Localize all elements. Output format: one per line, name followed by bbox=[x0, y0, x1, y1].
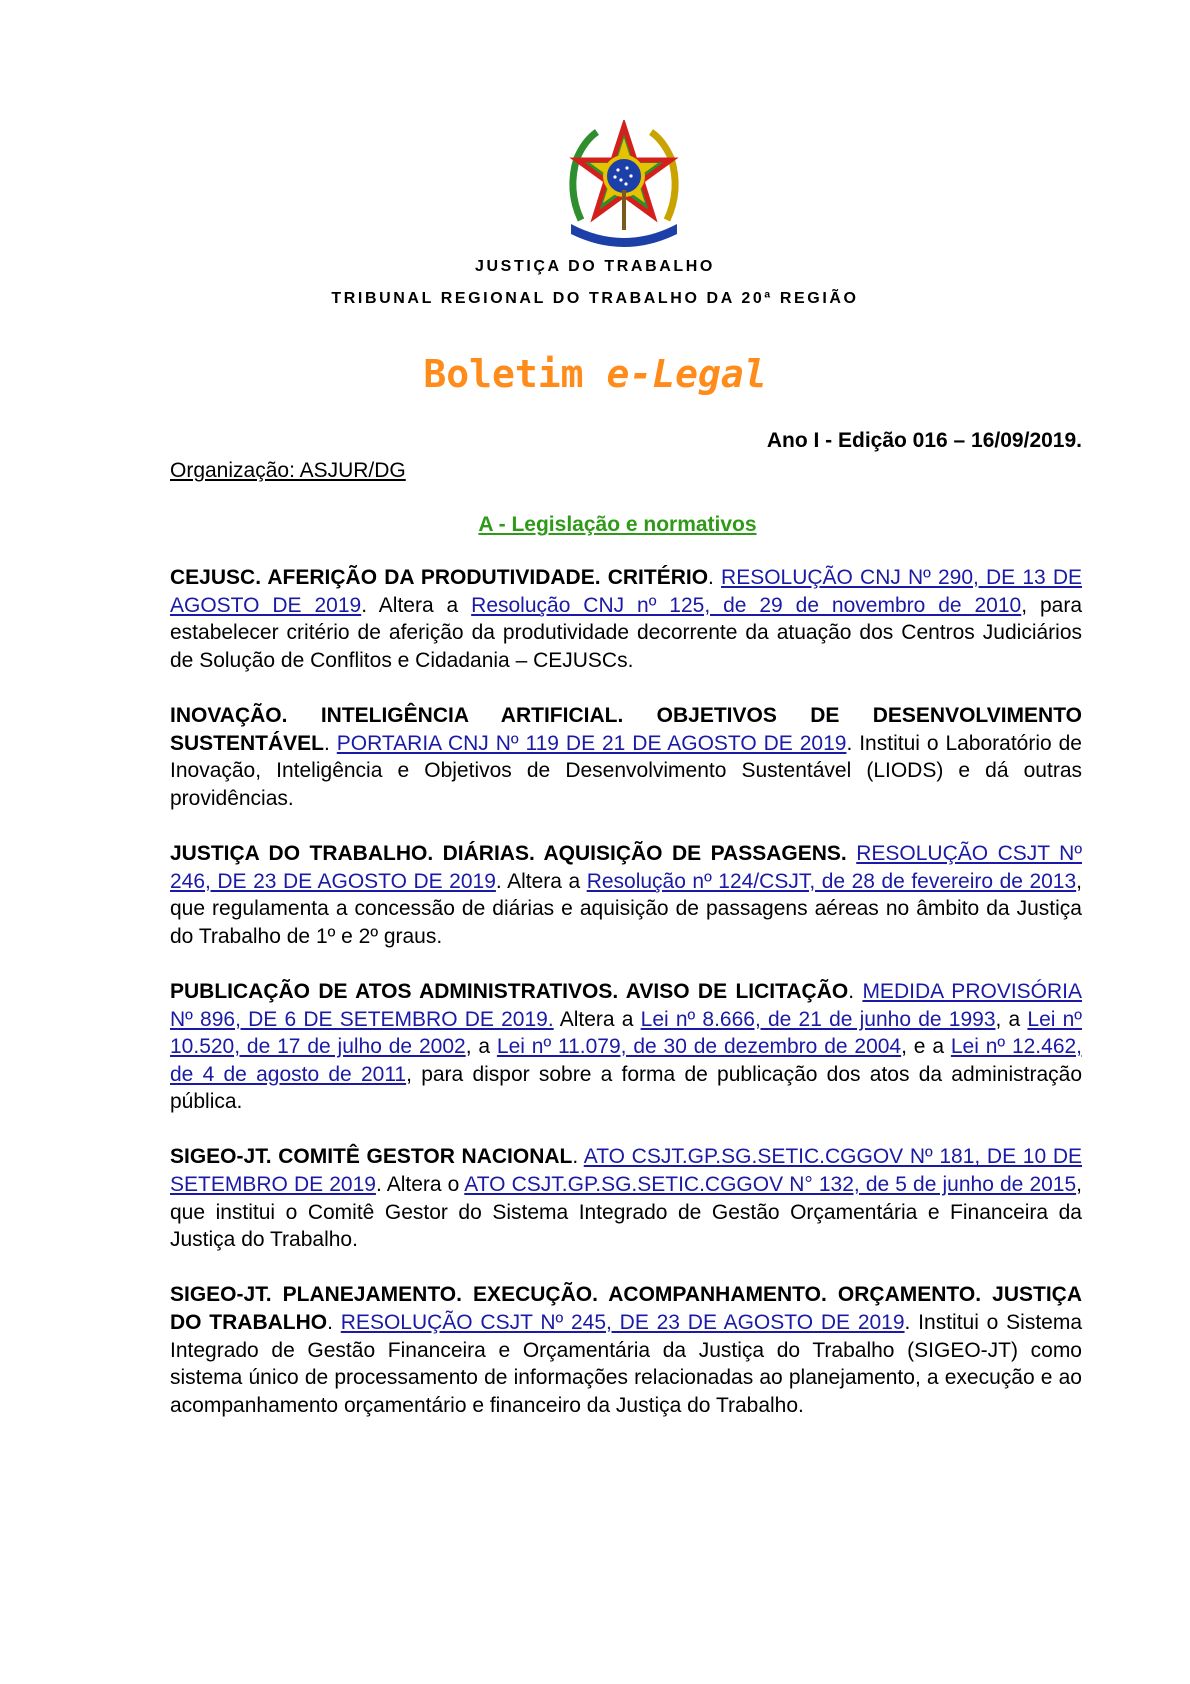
paragraph-cejusc bbox=[170, 564, 1082, 674]
brazil-coat-of-arms-icon bbox=[563, 120, 685, 250]
paragraph-heading: CEJUSC. AFERIÇÃO DA PRODUTIVIDADE. CRITÉRIO bbox=[170, 566, 709, 589]
link-resolucao-cnj-290[interactable]: RESOLUÇÃO CNJ Nº 290, DE 13 DE AGOSTO DE 2019 bbox=[170, 566, 1082, 617]
link-resolucao-cnj-125[interactable]: Resolução CNJ nº 125, de 29 de novembro de 2010 bbox=[471, 593, 1022, 617]
paragraph-sigeo-planejamento bbox=[170, 1281, 1082, 1419]
paragraph-text: , e a bbox=[901, 1035, 951, 1059]
paragraph-text: . Institui o Laboratório de Inovação, Inteligência e Objetivos de Desenvolvimento Sustentável (LIODS) e dá outras providências. bbox=[170, 731, 1082, 810]
section-title: A - Legislação e normativos bbox=[478, 513, 757, 536]
org-line-1: JUSTIÇA DO TRABALHO bbox=[475, 258, 715, 275]
paragraph-text: Altera a bbox=[553, 1007, 641, 1031]
edition-line: Ano I - Edição 016 – 16/09/2019. bbox=[766, 429, 1082, 452]
link-lei-11079[interactable]: Lei nº 11.079, de 30 de dezembro de 2004 bbox=[496, 1035, 902, 1059]
document-body bbox=[170, 564, 1082, 1447]
paragraph-diarias bbox=[170, 840, 1082, 950]
paragraph-heading: INOVAÇÃO. INTELIGÊNCIA ARTIFICIAL. OBJETIVOS DE DESENVOLVIMENTO SUSTENTÁVEL bbox=[170, 703, 1082, 755]
paragraph-text: . bbox=[708, 566, 722, 589]
link-lei-8666[interactable]: Lei nº 8.666, de 21 de junho de 1993 bbox=[640, 1007, 996, 1031]
paragraph-heading: SIGEO-JT. PLANEJAMENTO. EXECUÇÃO. ACOMPANHAMENTO. ORÇAMENTO. JUSTIÇA DO TRABALHO bbox=[170, 1283, 1082, 1335]
paragraph-text: . Altera o bbox=[375, 1173, 465, 1197]
paragraph-heading: SIGEO-JT. COMITÊ GESTOR NACIONAL bbox=[170, 1145, 573, 1169]
paragraph-text: . bbox=[324, 731, 337, 755]
link-resolucao-csjt-246[interactable]: RESOLUÇÃO CSJT Nº 246, DE 23 DE AGOSTO DE 2019 bbox=[170, 841, 1082, 893]
paragraph-text: , para dispor sobre a forma de publicação dos atos da administração pública. bbox=[170, 1062, 1083, 1114]
title-italic: e-Legal bbox=[606, 352, 767, 396]
link-lei-10520[interactable]: Lei nº 10.520, de 17 de julho de 2002 bbox=[170, 1007, 1082, 1059]
link-ato-csjt-132[interactable]: ATO CSJT.GP.SG.SETIC.CGGOV N° 132, de 5 de junho de 2015 bbox=[464, 1173, 1077, 1197]
link-ato-csjt-181[interactable]: ATO CSJT.GP.SG.SETIC.CGGOV Nº 181, DE 10 DE SETEMBRO DE 2019 bbox=[170, 1145, 1083, 1197]
paragraph-text: , a bbox=[465, 1035, 497, 1059]
paragraph-text: , a bbox=[995, 1007, 1028, 1031]
link-resolucao-csjt-245[interactable]: RESOLUÇÃO CSJT Nº 245, DE 23 DE AGOSTO DE 2019 bbox=[340, 1311, 905, 1335]
link-lei-12462[interactable]: Lei nº 12.462, de 4 de agosto de 2011 bbox=[170, 1035, 1083, 1086]
paragraph-text bbox=[847, 842, 856, 865]
paragraph-text: . Institui o Sistema Integrado de Gestão Financeira e Orçamentária da Justiça do Trabalho (SIGEO-JT) como sistema único de processamento de informações relacionadas ao planejamento, a execução e ao acompanhamento orçamentário e financeiro da Justiça do Trabalho. bbox=[170, 1311, 1083, 1417]
paragraph-comite-gestor bbox=[170, 1143, 1082, 1253]
paragraph-inovacao bbox=[170, 702, 1082, 812]
paragraph-text: . Altera a bbox=[361, 593, 472, 617]
paragraph-text: . bbox=[572, 1145, 584, 1169]
paragraph-heading: PUBLICAÇÃO DE ATOS ADMINISTRATIVOS. AVISO DE LICITAÇÃO bbox=[170, 979, 849, 1003]
paragraph-publicacao bbox=[170, 978, 1082, 1116]
paragraph-text: , que regulamenta a concessão de diárias e aquisição de passagens aéreas no âmbito da Justiça do Trabalho de 1º e 2º graus. bbox=[170, 869, 1083, 948]
bulletin-title bbox=[0, 352, 1190, 396]
title-prefix: Boletim bbox=[423, 352, 607, 396]
link-medida-provisoria-896[interactable]: MEDIDA PROVISÓRIA Nº 896, DE 6 DE SETEMBRO DE 2019. bbox=[170, 979, 1083, 1031]
org-line-2: TRIBUNAL REGIONAL DO TRABALHO DA 20ª REGIÃO bbox=[331, 290, 859, 307]
paragraph-text: , que institui o Comitê Gestor do Sistema Integrado de Gestão Orçamentária e Financeira da Justiça do Trabalho. bbox=[170, 1173, 1082, 1252]
paragraph-heading: JUSTIÇA DO TRABALHO. DIÁRIAS. AQUISIÇÃO DE PASSAGENS. bbox=[170, 841, 847, 865]
paragraph-text: . bbox=[327, 1311, 341, 1335]
paragraph-text: . bbox=[848, 979, 863, 1003]
paragraph-text: , para estabelecer critério de aferição da produtividade decorrente da atuação dos Centros Judiciários de Solução de Conflitos e Cidadania – CEJUSCs. bbox=[170, 593, 1082, 672]
organization-line: Organização: ASJUR/DG bbox=[170, 459, 406, 482]
link-resolucao-124-csjt[interactable]: Resolução nº 124/CSJT, de 28 de fevereiro de 2013 bbox=[586, 869, 1077, 893]
paragraph-text: . Altera a bbox=[495, 869, 587, 893]
link-portaria-cnj-119[interactable]: PORTARIA CNJ Nº 119 DE 21 DE AGOSTO DE 2019 bbox=[336, 731, 847, 755]
